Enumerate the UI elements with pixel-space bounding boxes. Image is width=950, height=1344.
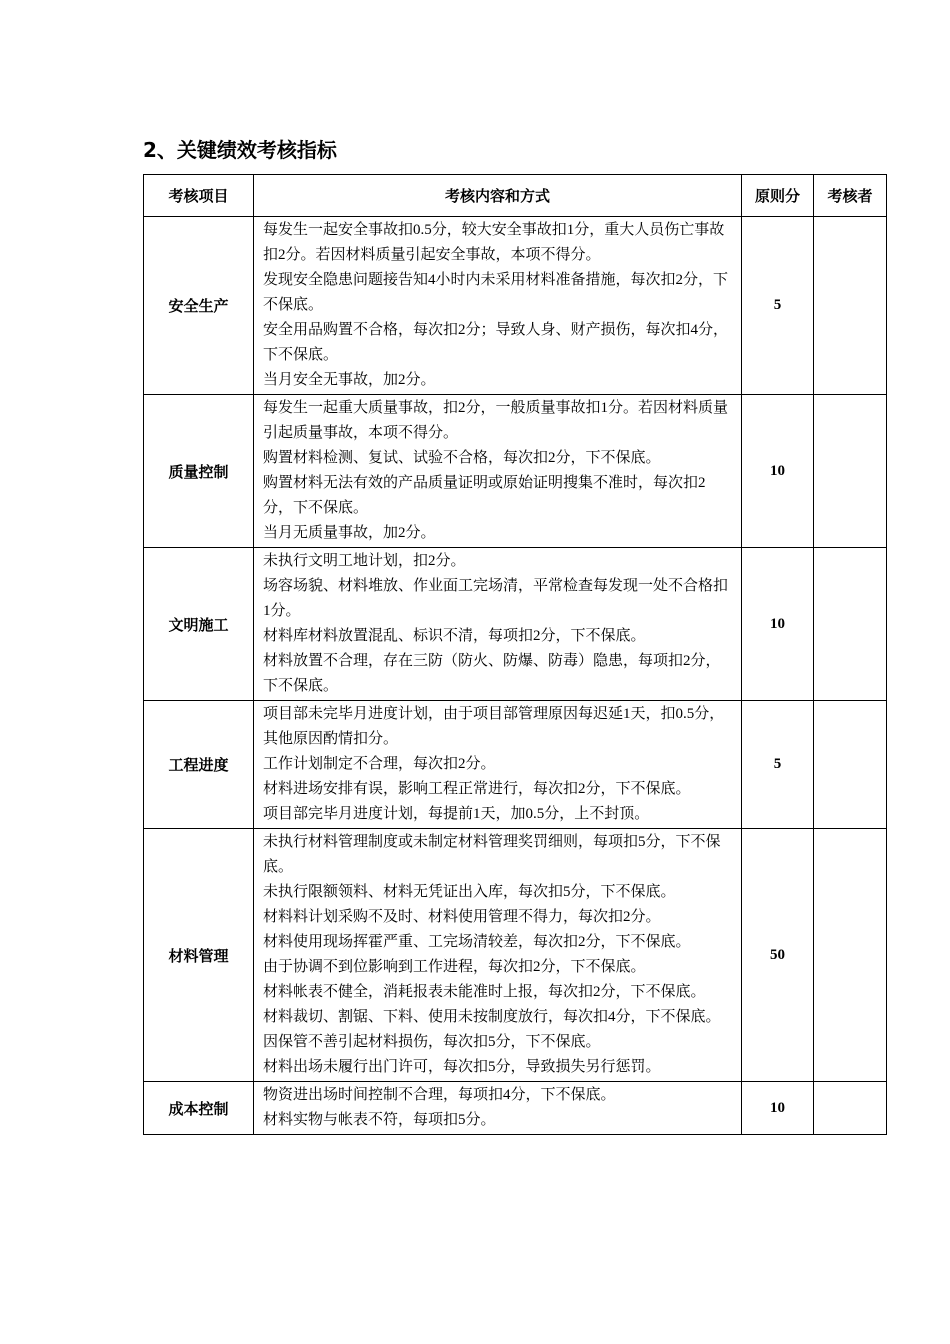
content-line: 材料库材料放置混乱、标识不清，每项扣2分，下不保底。 (263, 628, 646, 644)
content-line: 项目部完毕月进度计划，每提前1天，加0.5分，上不封顶。 (263, 806, 650, 822)
content-line: 由于协调不到位影响到工作进程，每次扣2分，下不保底。 (263, 959, 646, 975)
row-item-name: 工程进度 (144, 701, 254, 829)
content-line: 材料料计划采购不及时、材料使用管理不得力，每次扣2分。 (263, 909, 661, 925)
table-header-row (144, 175, 887, 217)
row-assessor (814, 829, 887, 1082)
row-content (254, 829, 742, 1082)
row-score: 10 (742, 395, 814, 548)
row-item-name: 成本控制 (144, 1082, 254, 1135)
content-line: 因保管不善引起材料损伤，每次扣5分，下不保底。 (263, 1034, 601, 1050)
row-assessor (814, 395, 887, 548)
row-assessor (814, 548, 887, 701)
row-content (254, 1082, 742, 1135)
content-line: 未执行限额领料、材料无凭证出入库，每次扣5分，下不保底。 (263, 884, 676, 900)
table-row (144, 701, 887, 829)
content-line: 每发生一起重大质量事故，扣2分，一般质量事故扣1分。若因材料质量引起质量事故，本项不得分。 (263, 400, 729, 441)
row-assessor (814, 217, 887, 395)
content-line: 未执行文明工地计划，扣2分。 (263, 553, 466, 569)
row-content (254, 701, 742, 829)
content-line: 未执行材料管理制度或未制定材料管理奖罚细则，每项扣5分，下不保底。 (263, 834, 721, 875)
content-line: 材料实物与帐表不符，每项扣5分。 (263, 1112, 496, 1128)
row-item-name: 安全生产 (144, 217, 254, 395)
table-row (144, 548, 887, 701)
row-score: 10 (742, 548, 814, 701)
content-line: 购置材料检测、复试、试验不合格，每次扣2分，下不保底。 (263, 450, 661, 466)
header-item: 考核项目 (144, 175, 254, 217)
row-score: 5 (742, 217, 814, 395)
table-row (144, 1082, 887, 1135)
header-content: 考核内容和方式 (254, 175, 742, 217)
row-item-name: 材料管理 (144, 829, 254, 1082)
content-line: 材料帐表不健全，消耗报表未能准时上报，每次扣2分，下不保底。 (263, 984, 706, 1000)
table-row (144, 829, 887, 1082)
row-assessor (814, 1082, 887, 1135)
content-line: 场容场貌、材料堆放、作业面工完场清，平常检查每发现一处不合格扣1分。 (263, 578, 729, 619)
kpi-table (143, 174, 887, 1135)
row-score: 50 (742, 829, 814, 1082)
content-line: 材料裁切、割锯、下料、使用未按制度放行，每次扣4分，下不保底。 (263, 1009, 721, 1025)
content-line: 物资进出场时间控制不合理，每项扣4分，下不保底。 (263, 1087, 616, 1103)
row-item-name: 质量控制 (144, 395, 254, 548)
table-row (144, 395, 887, 548)
row-content (254, 395, 742, 548)
row-score: 5 (742, 701, 814, 829)
content-line: 每发生一起安全事故扣0.5分，较大安全事故扣1分，重大人员伤亡事故扣2分。若因材料质量引起安全事故，本项不得分。 (263, 222, 725, 263)
content-line: 材料进场安排有误，影响工程正常进行，每次扣2分，下不保底。 (263, 781, 691, 797)
content-line: 购置材料无法有效的产品质量证明或原始证明搜集不准时，每次扣2分，下不保底。 (263, 475, 706, 516)
row-score: 10 (742, 1082, 814, 1135)
row-content (254, 217, 742, 395)
row-content (254, 548, 742, 701)
content-line: 发现安全隐患问题接告知4小时内未采用材料准备措施，每次扣2分，下不保底。 (263, 272, 729, 313)
section-heading: 2、关键绩效考核指标 (143, 138, 337, 162)
table-body (144, 217, 887, 1135)
content-line: 当月无质量事故，加2分。 (263, 525, 436, 541)
content-line: 材料使用现场挥霍严重、工完场清较差，每次扣2分，下不保底。 (263, 934, 691, 950)
row-item-name: 文明施工 (144, 548, 254, 701)
row-assessor (814, 701, 887, 829)
content-line: 材料放置不合理，存在三防（防火、防爆、防毒）隐患，每项扣2分，下不保底。 (263, 653, 721, 694)
content-line: 当月安全无事故，加2分。 (263, 372, 436, 388)
content-line: 安全用品购置不合格，每次扣2分；导致人身、财产损伤，每次扣4分，下不保底。 (263, 322, 729, 363)
content-line: 项目部未完毕月进度计划，由于项目部管理原因每迟延1天，扣0.5分，其他原因酌情扣分。 (263, 706, 725, 747)
content-line: 工作计划制定不合理，每次扣2分。 (263, 756, 496, 772)
header-score: 原则分 (742, 175, 814, 217)
table-row (144, 217, 887, 395)
header-assessor: 考核者 (814, 175, 887, 217)
content-line: 材料出场未履行出门许可，每次扣5分，导致损失另行惩罚。 (263, 1059, 661, 1075)
